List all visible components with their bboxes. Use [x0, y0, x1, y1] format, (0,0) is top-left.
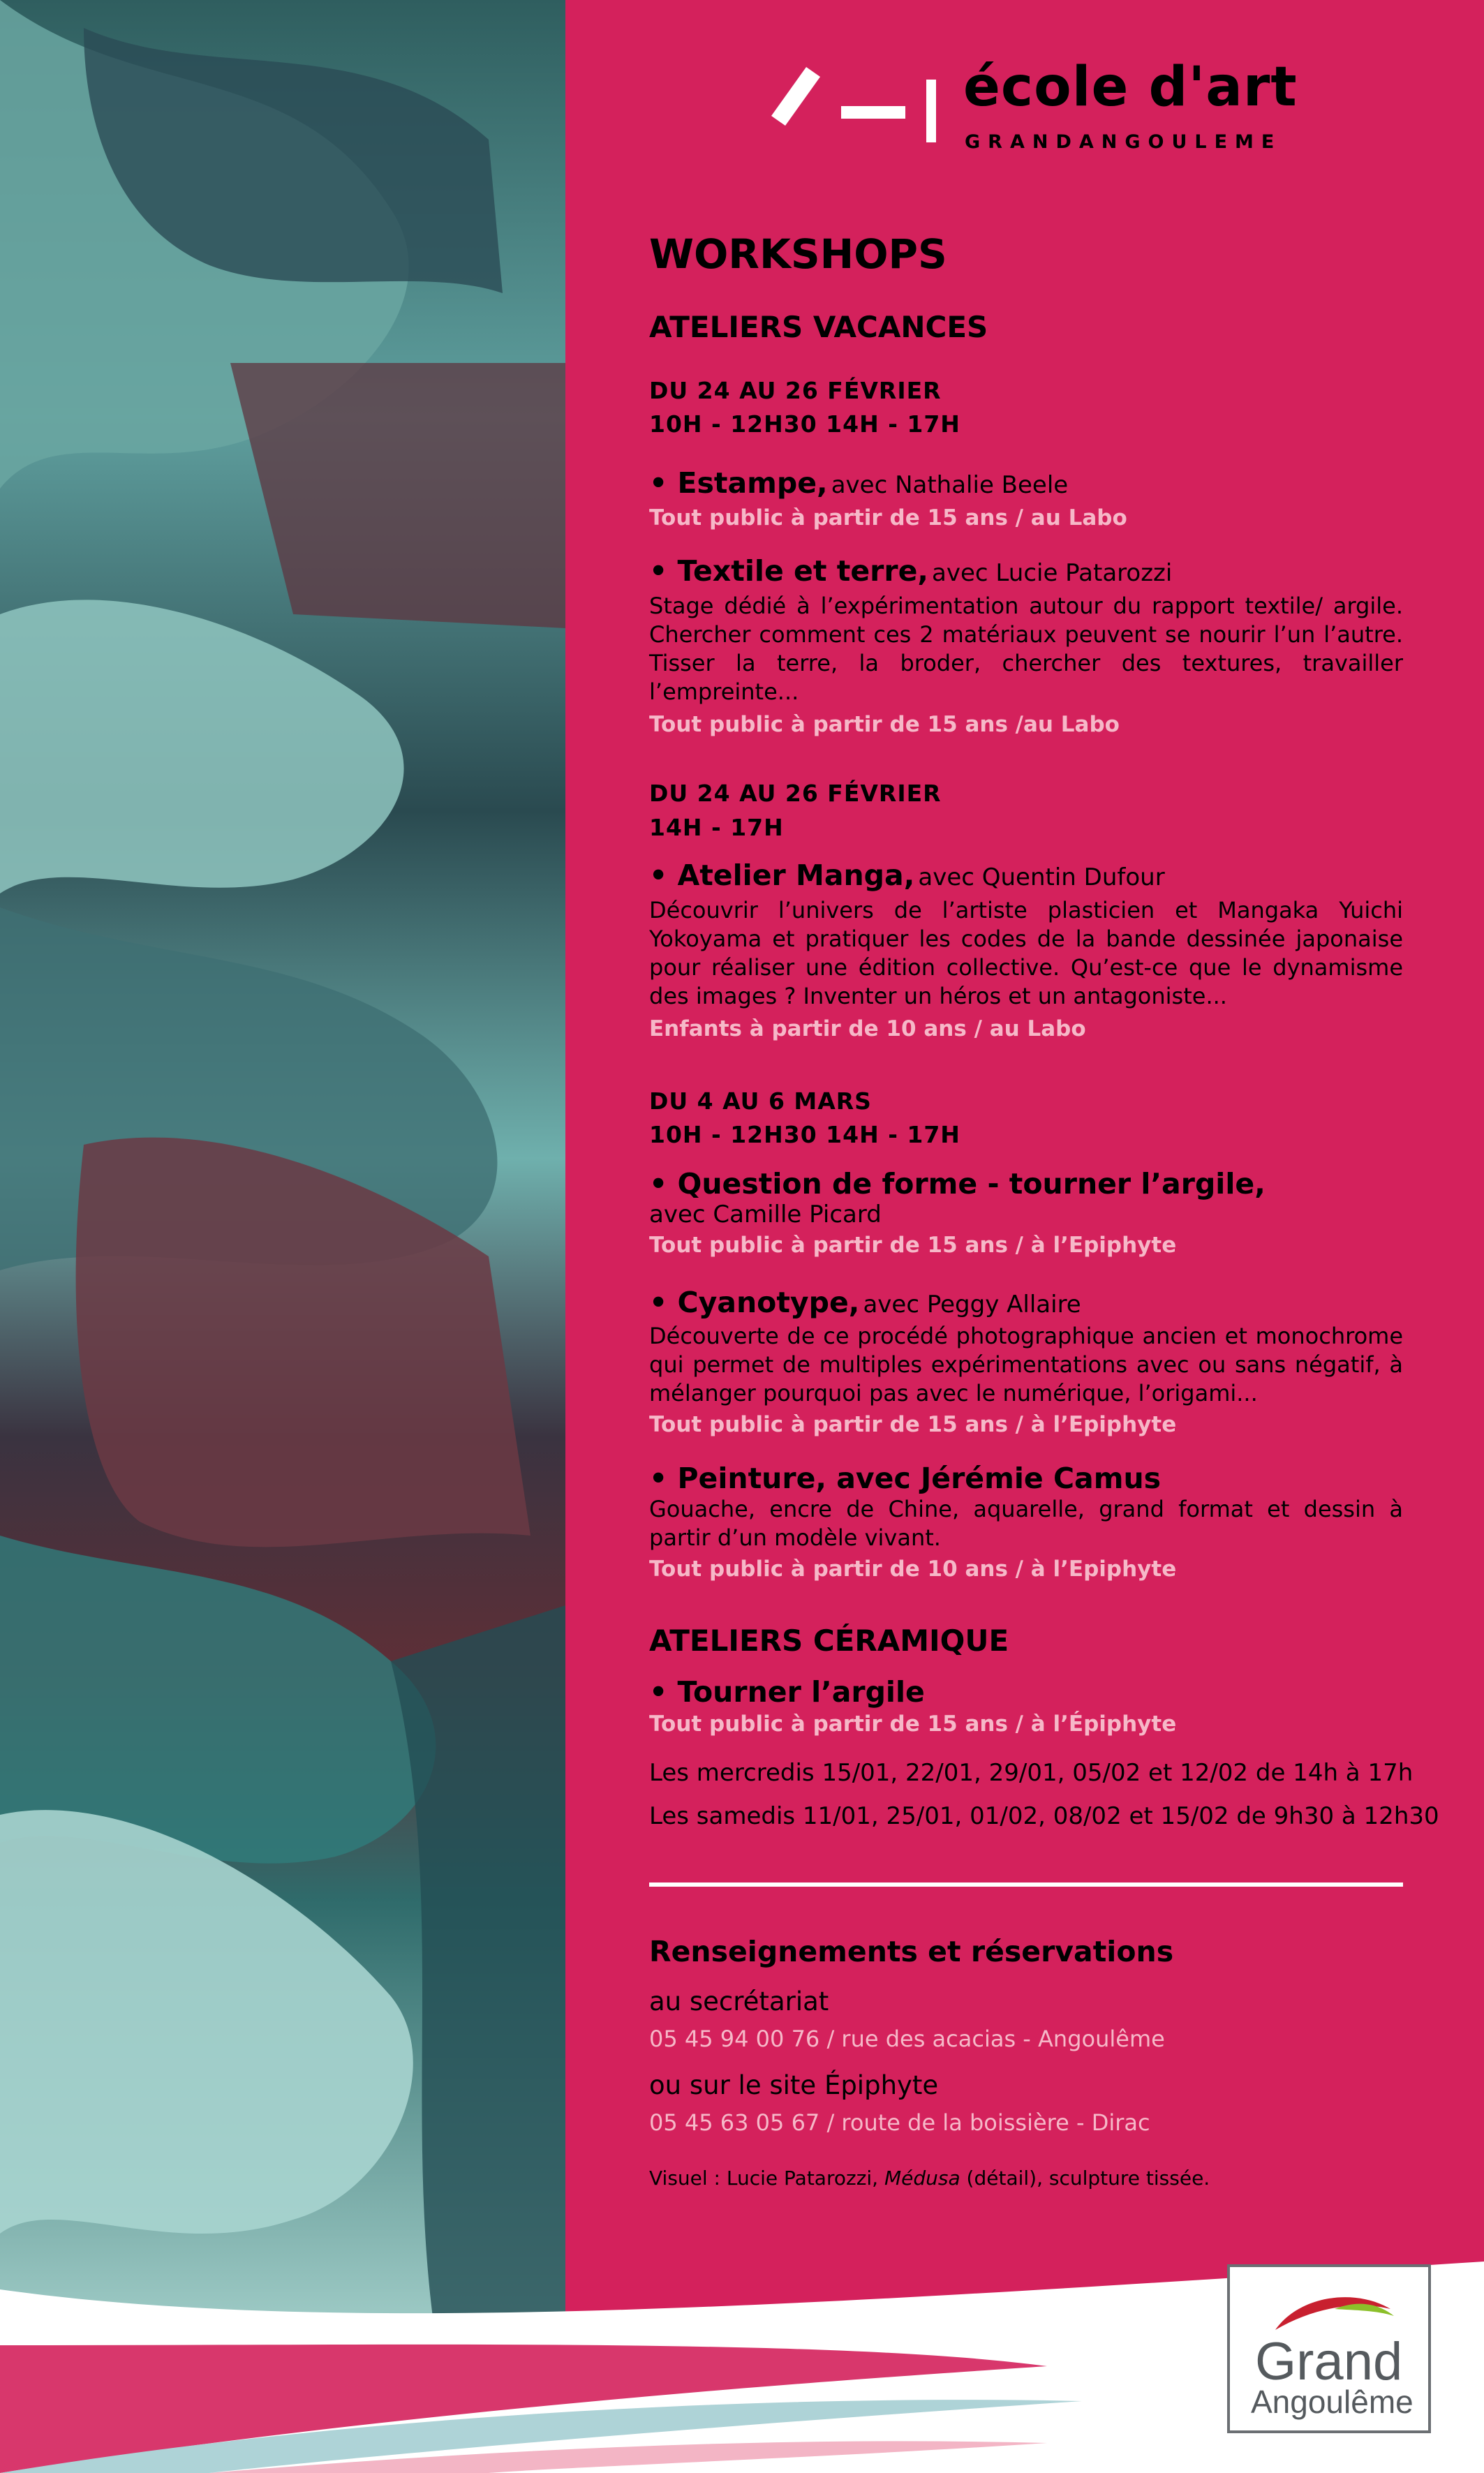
block3-hours: 10H - 12H30 14H - 17H — [649, 1121, 960, 1148]
workshop-instructor: avec Quentin Dufour — [918, 863, 1165, 891]
workshop-description: Gouache, encre de Chine, aquarelle, grand format et dessin à partir d’un modèle vivant. — [649, 1496, 1403, 1551]
workshop-description: Découvrir l’univers de l’artiste plasticien et Mangaka Yuichi Yokoyama et pratiquer les codes de la bande dessinée japonaise pour réaliser une édition collective. Qu’est-ce que le dynamisme des images ? Inventer un héros et un antagoniste... — [649, 897, 1403, 1009]
logo-mark-icon — [764, 60, 946, 151]
textile-texture-graphic — [0, 0, 565, 2317]
workshop-tourner-argile — [649, 1675, 1403, 1737]
block1-date: DU 24 AU 26 FÉVRIER — [649, 377, 942, 404]
workshop-audience: Tout public à partir de 10 ans / à l’Epiphyte — [649, 1557, 1177, 1582]
workshop-title: • Textile et terre, — [649, 554, 928, 588]
workshop-instructor: avec Nathalie Beele — [831, 471, 1069, 499]
block1-hours: 10H - 12H30 14H - 17H — [649, 410, 960, 438]
workshop-manga — [649, 859, 1403, 1041]
contact-secretariat-detail: 05 45 94 00 76 / rue des acacias - Angoulême — [649, 2026, 1165, 2052]
schedule-wednesdays: Les mercredis 15/01, 22/01, 29/01, 05/02 et 12/02 de 14h à 17h — [649, 1759, 1413, 1787]
workshop-audience: Tout public à partir de 15 ans / à l’Epiphyte — [649, 1412, 1177, 1437]
section-title-ceramique: ATELIERS CÉRAMIQUE — [649, 1624, 1009, 1658]
badge-grand-text: Grand — [1255, 2332, 1403, 2391]
grand-angouleme-logo — [1227, 2264, 1431, 2433]
workshop-title: • Estampe, — [649, 466, 828, 500]
workshop-peinture — [649, 1462, 1403, 1582]
info-panel — [565, 0, 1484, 2317]
workshop-title: • Atelier Manga, — [649, 859, 915, 892]
block2-date: DU 24 AU 26 FÉVRIER — [649, 780, 942, 807]
workshop-instructor: avec Camille Picard — [649, 1201, 882, 1228]
credit-suffix: (détail), sculpture tissée. — [960, 2167, 1210, 2190]
workshop-description: Découverte de ce procédé photographique ancien et monochrome qui permet de multiples expérimentations avec ou sans négatif, à mélanger pourquoi pas avec le numérique, l’origami... — [649, 1323, 1403, 1406]
badge-angouleme-text: Angoulême — [1251, 2384, 1413, 2420]
workshop-title: • Peinture, avec Jérémie Camus — [649, 1462, 1162, 1495]
workshop-instructor: avec Lucie Patarozzi — [932, 559, 1173, 587]
logo-subtitle: GRANDANGOULEME — [965, 131, 1282, 153]
contact-site-detail: 05 45 63 05 67 / route de la boissière - Dirac — [649, 2109, 1150, 2136]
contact-heading: Renseignements et réservations — [649, 1935, 1174, 1968]
ecole-d-art-logo — [764, 56, 1323, 158]
block2-hours: 14H - 17H — [649, 814, 784, 841]
section-title-vacances: ATELIERS VACANCES — [649, 310, 988, 344]
schedule-saturdays: Les samedis 11/01, 25/01, 01/02, 08/02 et 15/02 de 9h30 à 12h30 — [649, 1802, 1439, 1830]
contact-site: ou sur le site Épiphyte — [649, 2070, 939, 2100]
workshop-audience: Tout public à partir de 15 ans / à l’Epiphyte — [649, 1233, 1177, 1258]
workshop-cyanotype — [649, 1286, 1403, 1437]
workshop-description: Stage dédié à l’expérimentation autour du rapport textile/ argile. Chercher comment ces 2 matériaux peuvent se nourir l’un l’autre. Tisser la terre, la broder, chercher des textures, travailler l’empreinte... — [649, 593, 1403, 705]
workshop-title: • Tourner l’argile — [649, 1675, 925, 1709]
credit-prefix: Visuel : Lucie Patarozzi, — [649, 2167, 884, 2190]
workshop-question-de-forme — [649, 1167, 1403, 1258]
credit-work-title: Médusa — [884, 2167, 960, 2190]
workshop-title: • Cyanotype, — [649, 1286, 860, 1319]
workshop-title: • Question de forme - tourner l’argile, — [649, 1167, 1266, 1201]
block3-date: DU 4 AU 6 MARS — [649, 1087, 872, 1115]
workshop-audience: Tout public à partir de 15 ans / au Labo — [649, 505, 1127, 530]
workshop-instructor: avec Peggy Allaire — [863, 1291, 1081, 1319]
textile-sculpture-photo — [0, 0, 565, 2317]
logo-title: école d'art — [963, 56, 1298, 119]
workshop-textile-terre — [649, 554, 1403, 737]
contact-secretariat: au secrétariat — [649, 1986, 829, 2017]
workshop-audience: Tout public à partir de 15 ans /au Labo — [649, 712, 1120, 737]
workshop-audience: Enfants à partir de 10 ans / au Labo — [649, 1016, 1086, 1041]
page-title: WORKSHOPS — [649, 230, 947, 278]
workshop-estampe — [649, 466, 1403, 530]
image-credit — [649, 2167, 1210, 2190]
arc-logo-icon — [1272, 2288, 1397, 2337]
divider — [649, 1882, 1403, 1887]
workshop-audience: Tout public à partir de 15 ans / à l’Épiphyte — [649, 1711, 1177, 1737]
